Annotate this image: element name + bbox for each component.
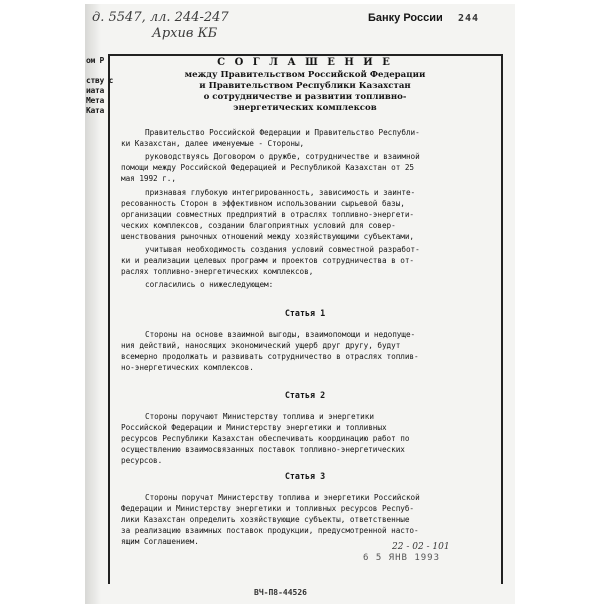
article-1-line: но-энергетических комплексов. [121,363,254,372]
article-3-heading: Статья 3 [284,471,326,481]
article-2-line: Российской Федерации и Министерству энергетики и топливных [121,423,387,432]
article-3-line: Федерации и Министерству энергетики и топливных ресурсов Респуб- [121,504,415,513]
preamble-line: ческих комплексов, создании благоприятных условий для совер- [121,221,396,230]
preamble-line: помощи между Российской Федерацией и Республикой Казахстан от 25 [121,163,415,172]
article-1-line: всемерно продолжать и развивать сотрудничество в отраслях топлив- [121,352,419,361]
header-organization: Банку России [368,12,443,24]
margin-fragment: Ката [86,106,105,115]
margin-fragment: Мета [86,96,105,105]
preamble-line: Правительство Российской Федерации и Правительство Республи- [145,128,420,137]
preamble-line: руководствуясь Договором о дружбе, сотрудничестве и взаимной [145,152,420,161]
article-1-line: Стороны на основе взаимной выгоды, взаимопомощи и недопуще- [145,330,416,339]
handwritten-date-note: 22 - 02 - 101 [392,542,450,552]
handwritten-page-number: 244 [458,13,480,24]
article-2-line: Стороны поручают Министерству топлива и энергетики [145,412,374,421]
frame-border-right [501,54,503,584]
frame-border-top [108,54,503,56]
preamble-line: учитывая необходимость создания условий совместной разработ- [145,245,420,254]
article-3-line: ящим Соглашением. [121,537,199,546]
preamble-line: мая 1992 г., [121,174,176,183]
preamble-line: раслях топливно-энергетических комплексов, [121,267,314,276]
document-title: С О Г Л А Ш Е Н И Е [217,57,393,68]
article-3-line: лики Казахстан определить хозяйствующие субъекты, ответственные [121,515,410,524]
article-2-line: ресурсов. [121,456,163,465]
title-line: между Правительством Российской Федерации [184,70,426,80]
footer-code: ВЧ-П8-44526 [254,588,307,597]
handwritten-file-number: д. 5547, лл. 244-247 [92,10,229,25]
article-2-heading: Статья 2 [284,390,326,400]
handwritten-archive-note: Архив КБ [152,26,218,41]
article-2-line: ресурсов Республики Казахстан обеспечивать координацию работ по [121,434,410,443]
margin-fragment: ом Р [86,56,105,65]
preamble-line: шенствования рыночных отношений между хозяйствующими субъектами, [121,232,415,241]
preamble-line: ки Казахстан, далее именуемые - Стороны, [121,139,305,148]
preamble-line: ресованность Сторон в эффективном использовании сырьевой базы, [121,199,405,208]
margin-fragment: ству с [86,76,114,85]
article-3-line: за реализацию взаимных поставок продукции, предусмотренной насто- [121,526,419,535]
article-1-line: ния действий, наносящих экономический ущерб друг другу, будут [121,341,401,350]
preamble-line: признавая глубокую интегрированность, зависимость и заинте- [145,188,416,197]
preamble-line: организации совместных предприятий в отраслях топливно-энергети- [121,210,415,219]
article-3-line: Стороны поручат Министерству топлива и энергетики Российской [145,493,420,502]
article-1-heading: Статья 1 [284,308,326,318]
frame-border-left [108,54,110,584]
margin-fragment: иата [86,86,105,95]
preamble-line: ки и реализации целевых программ и проектов сотрудничества в от- [121,256,415,265]
received-date-stamp: 6 5 ЯНВ 1993 [363,553,441,563]
preamble-line: согласились о нижеследующем: [145,280,274,289]
title-line: о сотрудничестве и развитии топливно- [203,92,407,102]
article-2-line: осуществлению взаимосвязанных поставок топливно-энергетических [121,445,405,454]
title-line: и Правительством Республики Казахстан [199,81,411,91]
title-line: энергетических комплексов [233,103,377,113]
